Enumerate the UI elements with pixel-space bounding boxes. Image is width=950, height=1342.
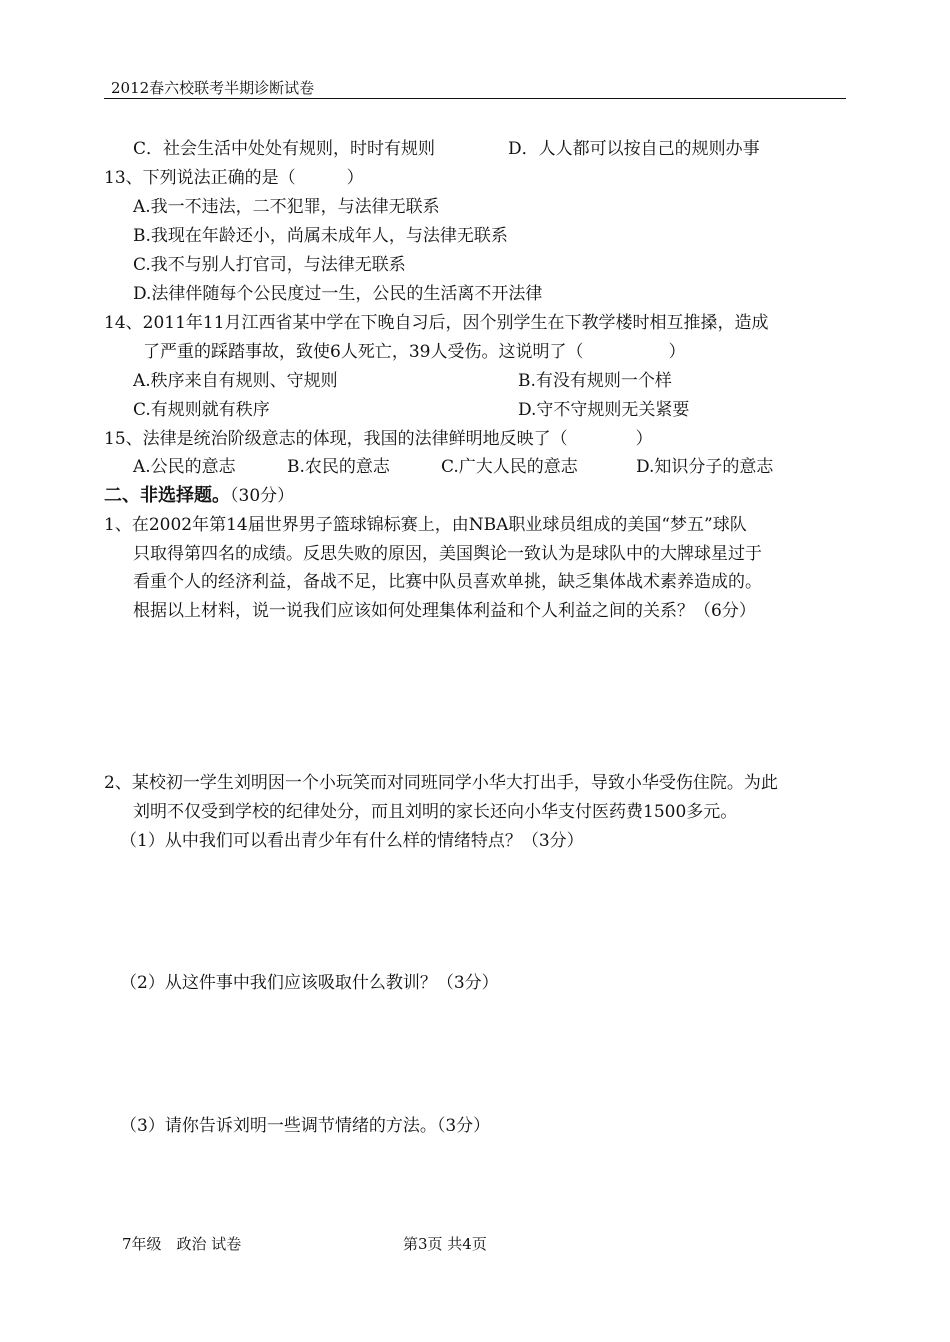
text-line: B.有没有规则一个样 [518, 371, 672, 391]
text-line: （3）请你告诉刘明一些调节情绪的方法。（3分） [120, 1116, 491, 1136]
text-line: （1）从中我们可以看出青少年有什么样的情绪特点？（3分） [120, 831, 584, 851]
text-line: 只取得第四名的成绩。反思失败的原因，美国舆论一致认为是球队中的大牌球星过于 [133, 544, 762, 564]
text-line: A.我一不违法，二不犯罪，与法律无联系 [133, 197, 440, 217]
text-line: C.广大人民的意志 [441, 457, 578, 477]
text-line: B.我现在年龄还小，尚属未成年人，与法律无联系 [133, 226, 508, 246]
text-line: C.我不与别人打官司，与法律无联系 [133, 255, 406, 275]
text-line: 根据以上材料，说一说我们应该如何处理集体利益和个人利益之间的关系？（6分） [133, 601, 756, 621]
text-line: A.公民的意志 [133, 457, 236, 477]
section-title: 二、非选择题。 [104, 485, 230, 506]
text-line: D.守不守规则无关紧要 [518, 400, 690, 420]
text-line: 15、法律是统治阶级意志的体现，我国的法律鲜明地反映了（ ） [104, 429, 653, 449]
text-line: D．人人都可以按自己的规则办事 [508, 139, 760, 159]
text-line: A.秩序来自有规则、守规则 [133, 371, 338, 391]
text-line: 2、某校初一学生刘明因一个小玩笑而对同班同学小华大打出手，导致小华受伤住院。为此 [104, 773, 778, 793]
section-heading [104, 481, 294, 507]
page-header: 2012春六校联考半期诊断试卷 [111, 79, 315, 97]
text-line: D.法律伴随每个公民度过一生，公民的生活离不开法律 [133, 284, 543, 304]
text-line: （2）从这件事中我们应该吸取什么教训？（3分） [120, 973, 499, 993]
text-line: 14、2011年11月江西省某中学在下晚自习后，因个别学生在下教学楼时相互推搡，造成 [104, 313, 769, 333]
text-line: 看重个人的经济利益，备战不足，比赛中队员喜欢单挑，缺乏集体战术素养造成的。 [133, 572, 762, 592]
footer-page-number: 第3页 共4页 [403, 1235, 487, 1253]
footer-left: 7年级 政治 试卷 [122, 1235, 242, 1253]
text-line: 了严重的踩踏事故，致使6人死亡，39人受伤。这说明了（ ） [143, 342, 686, 362]
text-line: 1、在2002年第14届世界男子篮球锦标赛上，由NBA职业球员组成的美国“梦五”球队 [104, 515, 747, 535]
header-rule [104, 98, 846, 99]
section-points: （30分） [230, 486, 295, 506]
text-line: D.知识分子的意志 [636, 457, 774, 477]
text-line: 13、下列说法正确的是（ ） [104, 168, 364, 188]
text-line: C.有规则就有秩序 [133, 400, 270, 420]
text-line: B.农民的意志 [287, 457, 390, 477]
text-line: C．社会生活中处处有规则，时时有规则 [133, 139, 436, 159]
text-line: 刘明不仅受到学校的纪律处分，而且刘明的家长还向小华支付医药费1500多元。 [133, 802, 738, 822]
